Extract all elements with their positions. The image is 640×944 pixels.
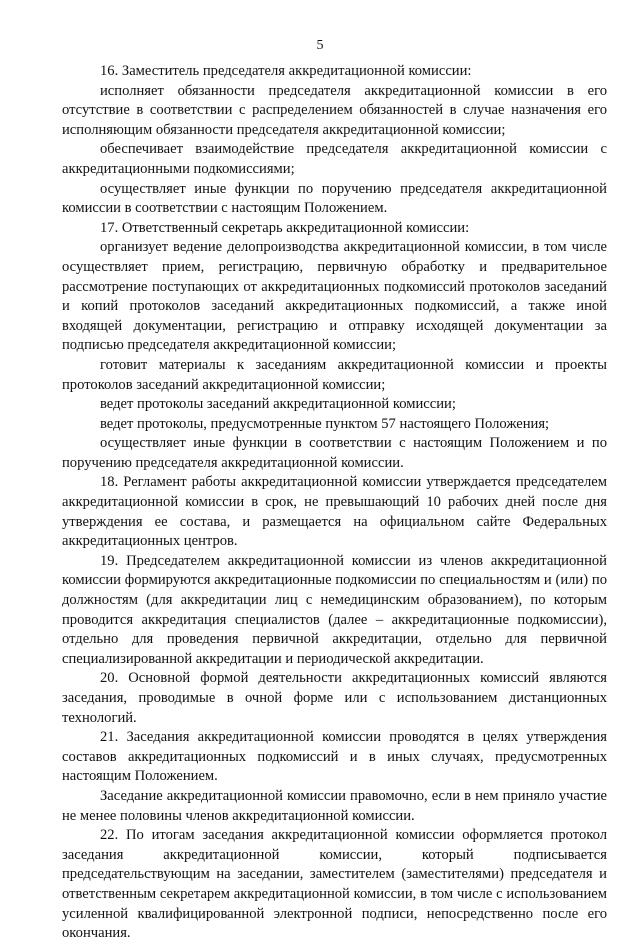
paragraph: Заседание аккредитационной комиссии правомочно, если в нем приняло участие не менее половины членов аккредитационной комиссии. (62, 787, 607, 824)
paragraph-21: 21. Заседания аккредитационной комиссии проводятся в целях утверждения составов аккредитационных подкомиссий и в иных случаях, предусмотренных настоящим Положением. (62, 729, 607, 785)
paragraph-19: 19. Председателем аккредитационной комиссии из членов аккредитационной комиссии формируются аккредитационные подкомиссии по специальностям и (или) по должностям (для аккредитации лиц с немедицинским образованием), по которым проводится аккредитация специалистов (далее – аккредитационные подкомиссии), отдельно для проведения первичной аккредитации, отдельно для первичной специализированной аккредитации и периодической аккредитации. (62, 552, 607, 667)
paragraph-16-heading: 16. Заместитель председателя аккредитационной комиссии: (100, 63, 472, 79)
page-number: 5 (316, 38, 324, 53)
paragraph: осуществляет иные функции в соответствии с настоящим Положением и по поручению председателя аккредитационной комиссии. (62, 435, 607, 471)
paragraph: ведет протоколы, предусмотренные пунктом 57 настоящего Положения; (100, 415, 550, 432)
paragraph: обеспечивает взаимодействие председателя аккредитационной комиссии с аккредитационными подкомиссиями; (62, 141, 607, 177)
paragraph-17-heading: 17. Ответственный секретарь аккредитационной комиссии: (100, 219, 470, 236)
paragraph-22: 22. По итогам заседания аккредитационной комиссии оформляется протокол заседания аккредитационной комиссии, который подписывается председательствующим на заседании, заместителем (заместителями) председателя и ответственным секретарем аккредитационной комиссии, в том числе с использованием усиленной квалифицированной электронной подписи, непосредственно после его окончания. (62, 827, 607, 942)
paragraph: организует ведение делопроизводства аккредитационной комиссии, в том числе осуществляет прием, регистрацию, первичную обработку и предварительное рассмотрение поступающих от аккредитационных подкомиссий протоколов заседаний и копий протоколов заседаний аккредитационных подкомиссий, а также иной входящей документации, регистрацию и отправку исходящей документации за подписью председателя аккредитационной комиссии; (62, 239, 607, 354)
paragraph: исполняет обязанности председателя аккредитационной комиссии в его отсутствие в соответствии с распределением обязанностей в случае назначения его исполняющим обязанности председателя аккредитационной комиссии; (62, 82, 607, 138)
paragraph-18: 18. Регламент работы аккредитационной комиссии утверждается председателем аккредитационной комиссии в срок, не превышающий 10 рабочих дней после дня утверждения ее состава, и размещается на официальном сайте Федеральных аккредитационных центров. (62, 474, 607, 550)
paragraph-20: 20. Основной формой деятельности аккредитационных комиссий являются заседания, проводимые в очной форме или с использованием дистанционных технологий. (62, 670, 607, 726)
paragraph: готовит материалы к заседаниям аккредитационной комиссии и проекты протоколов заседаний аккредитационной комиссии; (62, 356, 607, 393)
document-body (62, 62, 607, 944)
paragraph: ведет протоколы заседаний аккредитационной комиссии; (100, 396, 456, 413)
paragraph: осуществляет иные функции по поручению председателя аккредитационной комиссии в соответствии с настоящим Положением. (62, 180, 607, 217)
